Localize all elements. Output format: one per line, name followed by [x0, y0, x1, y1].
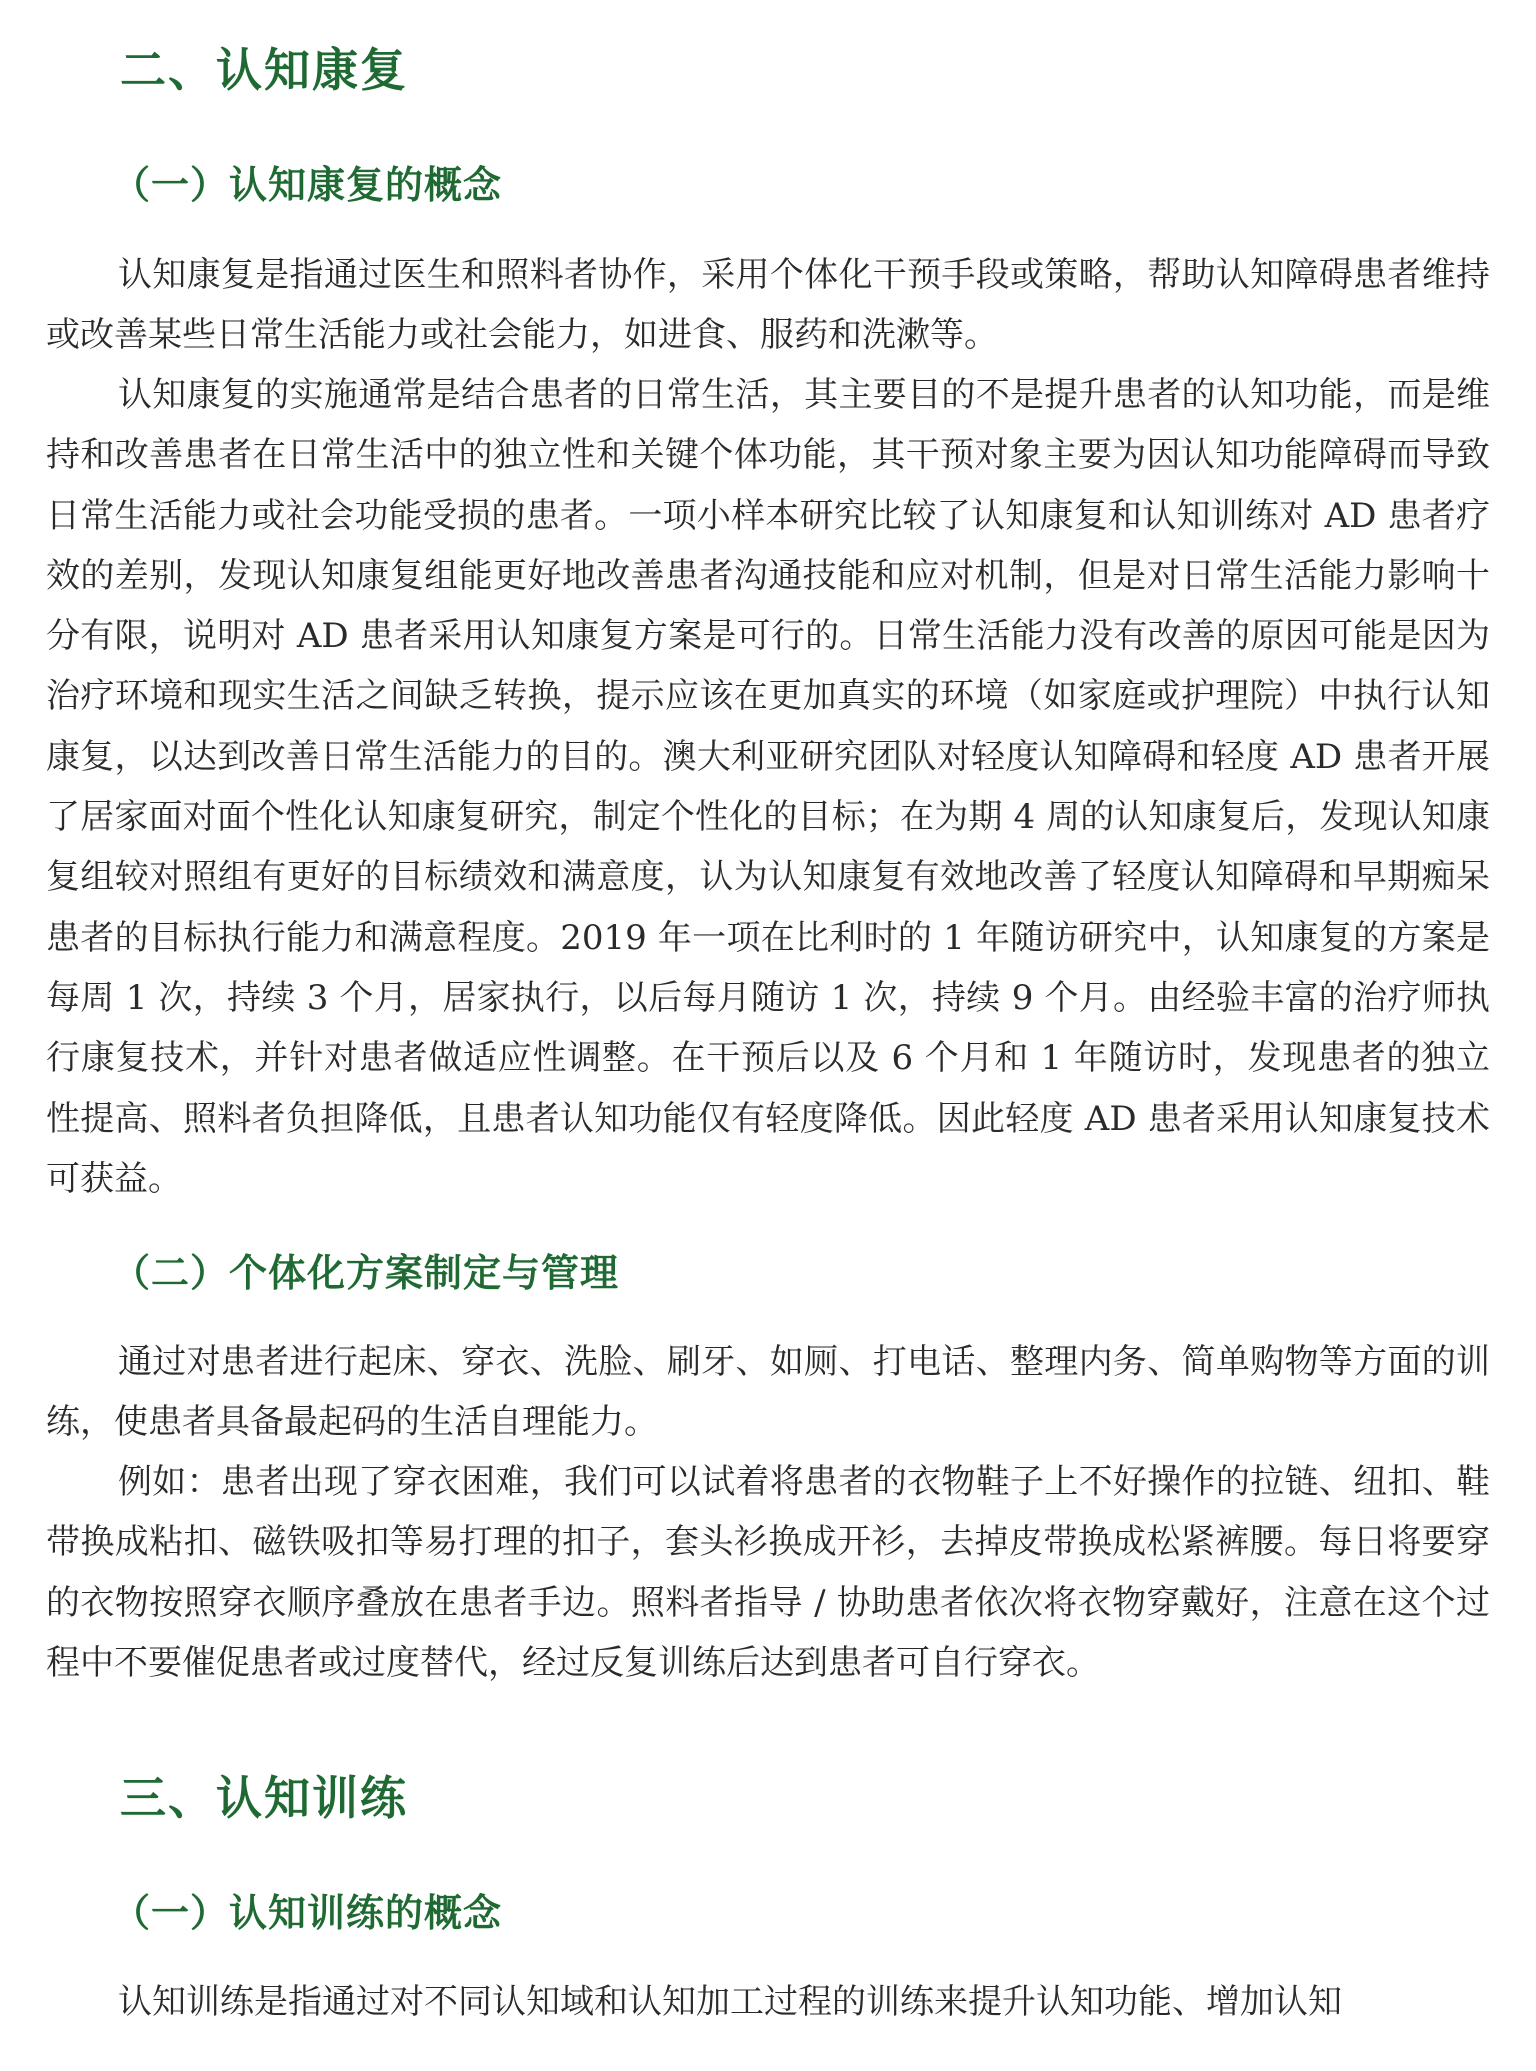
paragraph-daily-living-training: 通过对患者进行起床、穿衣、洗脸、刷牙、如厕、打电话、整理内务、简单购物等方面的训练，使患者具备最起码的生活自理能力。 [46, 1342, 1490, 1443]
subheading-cognitive-rehabilitation-concept: （一）认知康复的概念 [112, 162, 503, 207]
paragraph-training-definition: 认知训练是指通过对不同认知域和认知加工过程的训练来提升认知功能、增加认知 [118, 1982, 1342, 2022]
paragraph-rehab-definition: 认知康复是指通过医生和照料者协作，采用个体化干预手段或策略，帮助认知障碍患者维持或改善某些日常生活能力或社会能力，如进食、服药和洗漱等。 [46, 255, 1490, 356]
subheading-individualized-plan: （二）个体化方案制定与管理 [112, 1250, 620, 1295]
paragraph-dressing-example: 例如：患者出现了穿衣困难，我们可以试着将患者的衣物鞋子上不好操作的拉链、纽扣、鞋带换成粘扣、磁铁吸扣等易打理的扣子，套头衫换成开衫，去掉皮带换成松紧裤腰。每日将要穿的衣物按照穿衣顺序叠放在患者手边。照料者指导 / 协助患者依次将衣物穿戴好，注意在这个过程中不要催促患者或过度替代，经过反复训练后达到患者可自行穿衣。 [46, 1462, 1490, 1683]
section-heading-cognitive-training: 三、认知训练 [120, 1771, 408, 1825]
subheading-cognitive-training-concept: （一）认知训练的概念 [112, 1890, 503, 1935]
paragraph-rehab-implementation: 认知康复的实施通常是结合患者的日常生活，其主要目的不是提升患者的认知功能，而是维持和改善患者在日常生活中的独立性和关键个体功能，其干预对象主要为因认知功能障碍而导致日常生活能力或社会功能受损的患者。一项小样本研究比较了认知康复和认知训练对 AD 患者疗效的差别，发现认知康复组能更好地改善患者沟通技能和应对机制，但是对日常生活能力影响十分有限，说明对 AD 患者采用认知康复方案是可行的。日常生活能力没有改善的原因可能是因为治疗环境和现实生活之间缺乏转换，提示应该在更加真实的环境（如家庭或护理院）中执行认知康复，以达到改善日常生活能力的目的。澳大利亚研究团队对轻度认知障碍和轻度 AD 患者开展了居家面对面个性化认知康复研究，制定个性化的目标；在为期 4 周的认知康复后，发现认知康复组较对照组有更好的目标绩效和满意度，认为认知康复有效地改善了轻度认知障碍和早期痴呆患者的目标执行能力和满意程度。2019 年一项在比利时的 1 年随访研究中，认知康复的方案是每周 1 次，持续 3 个月，居家执行，以后每月随访 1 次，持续 9 个月。由经验丰富的治疗师执行康复技术，并针对患者做适应性调整。在干预后以及 6 个月和 1 年随访时，发现患者的独立性提高、照料者负担降低，且患者认知功能仅有轻度降低。因此轻度 AD 患者采用认知康复技术可获益。 [46, 375, 1490, 1199]
section-heading-cognitive-rehabilitation: 二、认知康复 [120, 43, 408, 97]
